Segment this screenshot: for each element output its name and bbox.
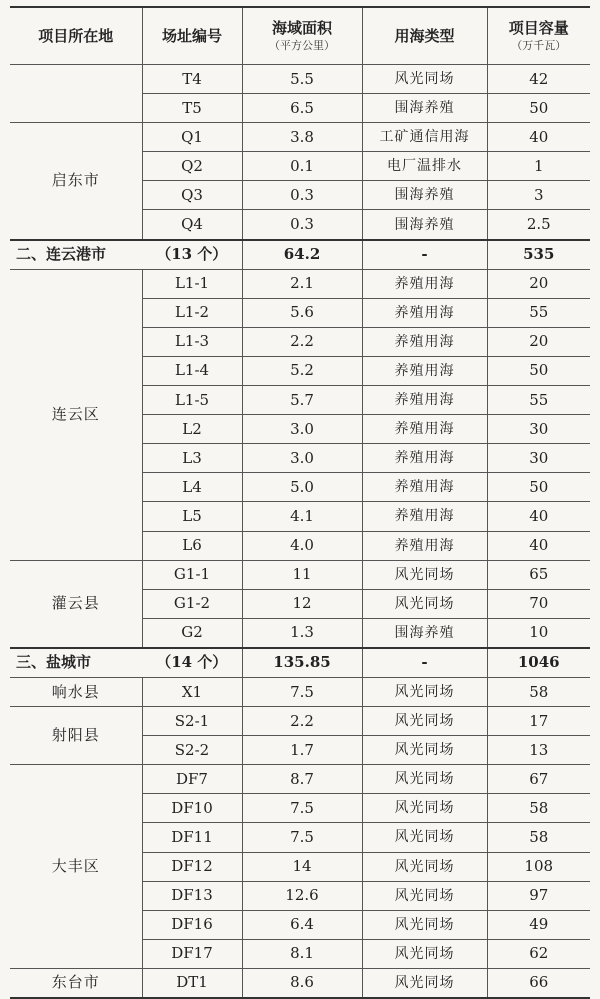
header-usage-type: 用海类型 [362, 7, 487, 65]
capacity-cell: 58 [487, 794, 590, 823]
table-row [10, 65, 590, 94]
location-cell: 启东市 [10, 123, 142, 240]
site-id-cell: L1-3 [142, 327, 242, 356]
usage-type-cell: 围海养殖 [362, 181, 487, 210]
section-area-total: 135.85 [242, 648, 362, 678]
area-cell: 0.3 [242, 210, 362, 240]
location-cell: 大丰区 [10, 765, 142, 969]
capacity-cell: 40 [487, 531, 590, 560]
site-id-cell: DF16 [142, 910, 242, 939]
site-id-cell: L6 [142, 531, 242, 560]
capacity-cell: 97 [487, 881, 590, 910]
area-cell: 4.1 [242, 502, 362, 531]
capacity-cell: 58 [487, 823, 590, 852]
site-id-cell: L1-5 [142, 386, 242, 415]
area-cell: 7.5 [242, 794, 362, 823]
capacity-cell: 58 [487, 677, 590, 706]
usage-type-cell: 风光同场 [362, 589, 487, 618]
capacity-cell: 42 [487, 65, 590, 94]
usage-type-cell: 风光同场 [362, 910, 487, 939]
usage-type-cell: 养殖用海 [362, 444, 487, 473]
table-body [10, 7, 590, 998]
capacity-cell: 49 [487, 910, 590, 939]
area-cell: 2.2 [242, 707, 362, 736]
capacity-cell: 10 [487, 618, 590, 648]
site-id-cell: DT1 [142, 968, 242, 998]
site-id-cell: S2-1 [142, 707, 242, 736]
capacity-cell: 20 [487, 327, 590, 356]
usage-type-cell: 风光同场 [362, 881, 487, 910]
capacity-cell: 50 [487, 94, 590, 123]
capacity-cell: 2.5 [487, 210, 590, 240]
capacity-cell: 62 [487, 939, 590, 968]
site-id-cell: Q1 [142, 123, 242, 152]
site-id-cell: Q4 [142, 210, 242, 240]
capacity-cell: 30 [487, 444, 590, 473]
location-cell: 东台市 [10, 968, 142, 998]
usage-type-cell: 风光同场 [362, 707, 487, 736]
usage-type-cell: 风光同场 [362, 65, 487, 94]
section-area-total: 64.2 [242, 240, 362, 270]
usage-type-cell: 养殖用海 [362, 269, 487, 298]
usage-type-cell: 电厂温排水 [362, 152, 487, 181]
capacity-cell: 20 [487, 269, 590, 298]
usage-type-cell: 风光同场 [362, 765, 487, 794]
usage-type-cell: 风光同场 [362, 677, 487, 706]
area-cell: 3.8 [242, 123, 362, 152]
usage-type-cell: 养殖用海 [362, 298, 487, 327]
site-id-cell: T5 [142, 94, 242, 123]
area-cell: 8.6 [242, 968, 362, 998]
capacity-cell: 70 [487, 589, 590, 618]
area-cell: 8.1 [242, 939, 362, 968]
table-row [10, 765, 590, 794]
capacity-cell: 1 [487, 152, 590, 181]
area-cell: 1.7 [242, 736, 362, 765]
capacity-cell: 65 [487, 560, 590, 589]
section-type: - [362, 240, 487, 270]
section-count: （14 个） [142, 648, 242, 678]
capacity-cell: 17 [487, 707, 590, 736]
site-id-cell: L5 [142, 502, 242, 531]
table-header-row [10, 7, 590, 65]
area-cell: 7.5 [242, 677, 362, 706]
section-summary-row [10, 240, 590, 270]
usage-type-cell: 风光同场 [362, 794, 487, 823]
site-id-cell: L2 [142, 415, 242, 444]
capacity-cell: 30 [487, 415, 590, 444]
area-cell: 6.4 [242, 910, 362, 939]
site-id-cell: DF13 [142, 881, 242, 910]
location-cell: 灌云县 [10, 560, 142, 648]
area-cell: 5.0 [242, 473, 362, 502]
section-name: 二、连云港市 [10, 240, 142, 270]
location-cell: 响水县 [10, 677, 142, 706]
area-cell: 3.0 [242, 444, 362, 473]
usage-type-cell: 养殖用海 [362, 356, 487, 385]
capacity-cell: 50 [487, 356, 590, 385]
usage-type-cell: 养殖用海 [362, 502, 487, 531]
site-id-cell: X1 [142, 677, 242, 706]
section-capacity-total: 535 [487, 240, 590, 270]
table-row [10, 123, 590, 152]
site-id-cell: S2-2 [142, 736, 242, 765]
area-cell: 12 [242, 589, 362, 618]
area-cell: 0.3 [242, 181, 362, 210]
capacity-cell: 55 [487, 386, 590, 415]
usage-type-cell: 围海养殖 [362, 210, 487, 240]
area-cell: 11 [242, 560, 362, 589]
usage-type-cell: 养殖用海 [362, 531, 487, 560]
usage-type-cell: 围海养殖 [362, 618, 487, 648]
usage-type-cell: 风光同场 [362, 736, 487, 765]
site-id-cell: DF7 [142, 765, 242, 794]
area-cell: 3.0 [242, 415, 362, 444]
section-type: - [362, 648, 487, 678]
usage-type-cell: 养殖用海 [362, 473, 487, 502]
site-id-cell: DF11 [142, 823, 242, 852]
table-row [10, 968, 590, 998]
site-id-cell: L3 [142, 444, 242, 473]
area-cell: 14 [242, 852, 362, 881]
table-row [10, 560, 590, 589]
capacity-cell: 66 [487, 968, 590, 998]
site-id-cell: G1-2 [142, 589, 242, 618]
usage-type-cell: 养殖用海 [362, 327, 487, 356]
usage-type-cell: 风光同场 [362, 823, 487, 852]
section-count: （13 个） [142, 240, 242, 270]
area-cell: 4.0 [242, 531, 362, 560]
location-cell: 连云区 [10, 269, 142, 560]
area-cell: 5.5 [242, 65, 362, 94]
header-area: 海域面积 （平方公里） [242, 7, 362, 65]
table-row [10, 269, 590, 298]
usage-type-cell: 养殖用海 [362, 386, 487, 415]
site-id-cell: L4 [142, 473, 242, 502]
capacity-cell: 13 [487, 736, 590, 765]
usage-type-cell: 风光同场 [362, 968, 487, 998]
header-site-id: 场址编号 [142, 7, 242, 65]
site-id-cell: Q3 [142, 181, 242, 210]
capacity-cell: 50 [487, 473, 590, 502]
site-id-cell: L1-4 [142, 356, 242, 385]
site-id-cell: L1-1 [142, 269, 242, 298]
header-capacity: 项目容量 （万千瓦） [487, 7, 590, 65]
section-summary-row [10, 648, 590, 678]
section-capacity-total: 1046 [487, 648, 590, 678]
area-cell: 1.3 [242, 618, 362, 648]
area-cell: 7.5 [242, 823, 362, 852]
sea-area-table-container [10, 6, 590, 999]
location-cell [10, 65, 142, 123]
area-cell: 2.2 [242, 327, 362, 356]
capacity-cell: 40 [487, 502, 590, 531]
area-cell: 5.7 [242, 386, 362, 415]
table-row [10, 677, 590, 706]
capacity-cell: 3 [487, 181, 590, 210]
capacity-cell: 55 [487, 298, 590, 327]
header-location: 项目所在地 [10, 7, 142, 65]
usage-type-cell: 养殖用海 [362, 415, 487, 444]
capacity-cell: 108 [487, 852, 590, 881]
area-cell: 12.6 [242, 881, 362, 910]
usage-type-cell: 风光同场 [362, 852, 487, 881]
area-cell: 8.7 [242, 765, 362, 794]
sea-area-table [10, 6, 590, 999]
area-cell: 5.6 [242, 298, 362, 327]
site-id-cell: Q2 [142, 152, 242, 181]
site-id-cell: G1-1 [142, 560, 242, 589]
area-cell: 0.1 [242, 152, 362, 181]
section-name: 三、盐城市 [10, 648, 142, 678]
usage-type-cell: 风光同场 [362, 939, 487, 968]
site-id-cell: DF10 [142, 794, 242, 823]
area-cell: 6.5 [242, 94, 362, 123]
area-cell: 5.2 [242, 356, 362, 385]
area-cell: 2.1 [242, 269, 362, 298]
site-id-cell: L1-2 [142, 298, 242, 327]
site-id-cell: DF12 [142, 852, 242, 881]
site-id-cell: T4 [142, 65, 242, 94]
usage-type-cell: 工矿通信用海 [362, 123, 487, 152]
usage-type-cell: 风光同场 [362, 560, 487, 589]
site-id-cell: DF17 [142, 939, 242, 968]
usage-type-cell: 围海养殖 [362, 94, 487, 123]
site-id-cell: G2 [142, 618, 242, 648]
capacity-cell: 67 [487, 765, 590, 794]
capacity-cell: 40 [487, 123, 590, 152]
table-row [10, 707, 590, 736]
location-cell: 射阳县 [10, 707, 142, 765]
